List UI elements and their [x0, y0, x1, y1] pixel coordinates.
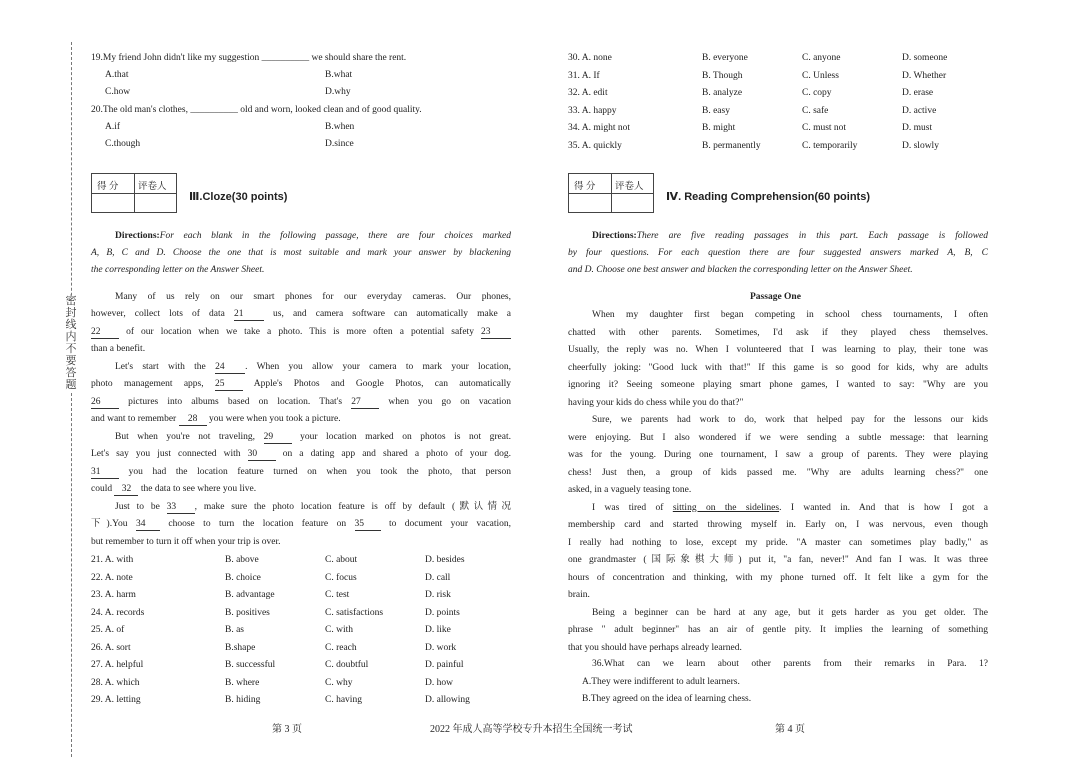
passage-line: Usually, the reply was no. When I volunteered that I was learning to play, their tone was	[568, 345, 988, 355]
blank-22: 22	[91, 327, 119, 339]
q19-option-a: A.that	[105, 70, 129, 80]
cloze-line: 下).You 34 choose to turn the location feature on 35 to document your vacation,	[91, 519, 512, 529]
cloze-option: C. focus	[325, 572, 357, 583]
passage-line: Being a beginner can be hard at any age, but it gets harder as you get older. The	[592, 607, 988, 618]
blank-28: 28	[179, 414, 207, 426]
cloze-option: D. Whether	[902, 70, 947, 81]
q36-option-b: B.They agreed on the idea of learning chess.	[582, 694, 752, 704]
cloze-option: D. risk	[425, 590, 451, 600]
passage-line: having your kids do chess while you do that?"	[568, 397, 744, 408]
passage-line: chess! Just then, a group of kids passed me. "Why are adults learning chess?" one	[568, 467, 988, 478]
passage-title: Passage One	[750, 292, 801, 302]
cloze-option: B. choice	[225, 572, 261, 583]
directions-line-2: A, B, C and D. Choose the one that is most suitable and mark your answer by blackening	[91, 248, 511, 258]
cloze-line: however, collect lots of data 21 us, and camera software can automatically make a	[91, 309, 512, 319]
cloze-option: C. with	[325, 625, 353, 635]
cloze-option: D. like	[425, 625, 451, 635]
blank-25: 25	[215, 379, 243, 391]
cloze-option: B. successful	[225, 660, 276, 670]
cloze-line: Let's say you just connected with 30 on a dating app and shared a photo of your dog.	[91, 449, 512, 459]
cloze-option: D. allowing	[425, 695, 470, 705]
question-19: 19.My friend John didn't like my suggestion __________ we should share the rent.	[91, 53, 407, 63]
cloze-option: D. erase	[902, 88, 934, 98]
blank-32: 32	[114, 484, 138, 496]
blank-33: 33	[167, 502, 195, 514]
cloze-option: 31. A. If	[568, 70, 600, 81]
cloze-option: C. satisfactions	[325, 607, 384, 618]
cloze-option: C. temporarily	[802, 140, 858, 151]
cloze-option: 21. A. with	[91, 555, 134, 565]
cloze-option: C. about	[325, 555, 358, 565]
cloze-option: 35. A. quickly	[568, 140, 622, 151]
q20-option-b: B.when	[325, 122, 355, 132]
q20-option-a: A.if	[105, 122, 121, 132]
blank-21: 21	[234, 309, 264, 321]
cloze-option: B. easy	[702, 105, 730, 116]
cloze-option: B. hiding	[225, 695, 261, 705]
passage-line: chatted with other parents. Sometimes, I'd ask if they played chess themselves.	[568, 327, 988, 338]
cloze-line: 22 of our location when we take a photo. This is more often a potential safety 23	[91, 326, 511, 339]
question-20: 20.The old man's clothes, __________ old and worn, looked clean and of good quality.	[91, 105, 422, 115]
cloze-option: D. how	[425, 677, 453, 688]
q19-option-d: D.why	[325, 87, 351, 97]
cloze-option: B. everyone	[702, 53, 748, 63]
cloze-option: 26. A. sort	[91, 642, 131, 653]
cloze-line: photo management apps, 25 Apple's Photos and Google Photos, can automatically	[91, 379, 511, 389]
cloze-option: 23. A. harm	[91, 590, 136, 600]
cloze-line: Many of us rely on our smart phones for our everyday cameras. Our phones,	[115, 292, 511, 302]
page-number-right: 第 4 页	[775, 724, 805, 735]
passage-line: one grandmaster (国际象棋大师) put it, "a fan, never!" And fan I was. It was three	[568, 555, 988, 565]
passage-line: I was tired of sitting on the sidelines. I wanted in. And that is how I got a	[592, 502, 988, 513]
passage-line: When my daughter first began competing in school chess tournaments, I often	[592, 310, 988, 320]
cloze-option: 34. A. might not	[568, 123, 631, 133]
passage-line: asked, in a vaguely teasing tone.	[568, 485, 692, 495]
grader-label: 评卷人	[615, 182, 644, 192]
cloze-line: could 32 the data to see where you live.	[91, 484, 257, 494]
cloze-line: Let's start with the 24 . When you allow your camera to mark your location,	[115, 362, 512, 372]
q20-option-c: C.though	[105, 139, 141, 149]
cloze-option: C. safe	[802, 105, 829, 116]
cloze-option: 27. A. helpful	[91, 660, 144, 670]
blank-26: 26	[91, 397, 119, 409]
directions-line-1: Directions:There are five reading passages in this part. Each passage is followed	[592, 231, 988, 241]
cloze-option: B. where	[225, 677, 260, 688]
section-title-cloze: Ⅲ.Cloze(30 points)	[189, 191, 288, 203]
cloze-option: D. someone	[902, 53, 948, 63]
passage-line: cheerfully joking: "Good luck with that!" If this game is so good for kids, why are adults	[568, 362, 988, 373]
q20-option-d: D.since	[325, 139, 354, 149]
cloze-option: C. Unless	[802, 70, 839, 81]
blank-30: 30	[248, 449, 276, 461]
passage-line: membership card and started throwing myself in. Early on, I was nervous, even though	[568, 520, 988, 530]
question-36: 36.What can we learn about other parents from their remarks in Para. 1?	[592, 659, 988, 669]
blank-34: 34	[136, 519, 160, 531]
cloze-option: C. reach	[325, 642, 357, 653]
directions-line-3: the corresponding letter on the Answer Sheet.	[91, 265, 265, 275]
blank-24: 24	[215, 362, 245, 374]
cloze-option: D. besides	[425, 555, 465, 565]
blank-27: 27	[351, 397, 379, 409]
blank-29: 29	[264, 432, 292, 444]
cloze-option: B. positives	[225, 607, 270, 618]
cloze-option: C. why	[325, 677, 353, 688]
cloze-option: B. Though	[702, 70, 743, 81]
cloze-option: 28. A. which	[91, 677, 140, 688]
cloze-option: 22. A. note	[91, 572, 133, 583]
blank-31: 31	[91, 467, 119, 479]
cloze-line: 26 pictures into albums based on location. That's 27 when you go on vacation	[91, 397, 512, 407]
exam-title-footer: 2022 年成人高等学校专升本招生全国统一考试	[430, 724, 633, 735]
cloze-line: 31 you had the location feature turned on when you took the photo, that person	[91, 467, 511, 477]
passage-line: were enjoying. But I also wondered if we were sending a subtle message: that learning	[568, 432, 988, 443]
cloze-option: C. having	[325, 695, 362, 705]
q19-option-b: B.what	[325, 70, 353, 80]
grader-label: 评卷人	[138, 182, 167, 192]
score-label: 得 分	[97, 182, 119, 192]
cloze-option: D. must	[902, 123, 933, 133]
passage-line: Sure, we parents had work to do, work that helped pay for the lessons our kids	[592, 415, 988, 425]
directions-line-2: by four questions. For each question there are four suggested answers marked A, B, C	[568, 248, 988, 258]
directions-line-3: and D. Choose one best answer and blacken the corresponding letter on the Answer Sheet.	[568, 265, 913, 275]
cloze-option: C. must not	[802, 123, 847, 133]
cloze-option: B.shape	[225, 642, 256, 653]
section-title-reading: Ⅳ. Reading Comprehension(60 points)	[666, 191, 870, 203]
cloze-option: C. doubtful	[325, 660, 369, 670]
cloze-option: C. test	[325, 590, 350, 600]
passage-line: hours of concentration and thinking, with my phone turned off. It felt like a gym for the	[568, 572, 988, 583]
cloze-option: 32. A. edit	[568, 88, 608, 98]
cloze-option: D. points	[425, 607, 460, 618]
cloze-option: B. might	[702, 123, 736, 133]
cloze-option: B. advantage	[225, 590, 275, 600]
blank-35: 35	[355, 519, 381, 531]
cloze-option: 25. A. of	[91, 625, 125, 635]
binding-line	[71, 42, 72, 757]
passage-line: that you should have perhaps already learned.	[568, 642, 742, 653]
cloze-line: and want to remember 28 you were when you took a picture.	[91, 414, 341, 424]
cloze-option: B. above	[225, 555, 259, 565]
passage-line: ignoring it? Seeing someone playing smart phone games, I wanted to say: "Why are you	[568, 380, 988, 390]
cloze-option: C. copy	[802, 88, 832, 98]
score-box	[91, 173, 177, 213]
cloze-option: 33. A. happy	[568, 105, 617, 116]
passage-line: phrase " adult beginner" has an air of gentle pity. It implies the learning of something	[568, 625, 988, 635]
cloze-option: C. anyone	[802, 53, 841, 63]
blank-23: 23	[481, 327, 511, 339]
cloze-option: D. active	[902, 105, 937, 116]
cloze-line: than a benefit.	[91, 344, 146, 354]
cloze-line: but remember to turn it off when your trip is over.	[91, 537, 281, 547]
passage-line: was for the young. During one tournament, I saw a group of parents. They were playing	[568, 450, 988, 460]
directions-line-1: Directions:For each blank in the following passage, there are four choices marked	[115, 231, 511, 241]
q19-option-c: C.how	[105, 87, 131, 97]
score-box	[568, 173, 654, 213]
underlined-phrase: sitting on the sidelines	[672, 502, 780, 513]
cloze-option: B. permanently	[702, 140, 761, 151]
q36-option-a: A.They were indifferent to adult learners.	[582, 677, 740, 687]
cloze-option: B. analyze	[702, 88, 743, 98]
cloze-option: 30. A. none	[568, 53, 612, 63]
cloze-line: Just to be 33 , make sure the photo location feature is off by default (默认情况	[115, 502, 512, 512]
cloze-option: B. as	[225, 625, 244, 635]
cloze-option: D. work	[425, 642, 457, 653]
cloze-option: D. slowly	[902, 140, 939, 151]
cloze-option: 24. A. records	[91, 607, 145, 618]
cloze-option: 29. A. letting	[91, 695, 141, 705]
passage-line: brain.	[568, 590, 590, 600]
cloze-option: D. call	[425, 572, 451, 583]
cloze-line: But when you're not traveling, 29 your location marked on photos is not great.	[115, 432, 511, 442]
binding-notice: 密 封 线 内 不 要 答 题	[62, 295, 80, 391]
passage-line: I really had nothing to lose, except my pride. "A master can sometimes play badly," as	[568, 537, 988, 548]
score-label: 得 分	[574, 182, 596, 192]
cloze-option: D. painful	[425, 660, 464, 670]
page-number-left: 第 3 页	[272, 724, 302, 735]
